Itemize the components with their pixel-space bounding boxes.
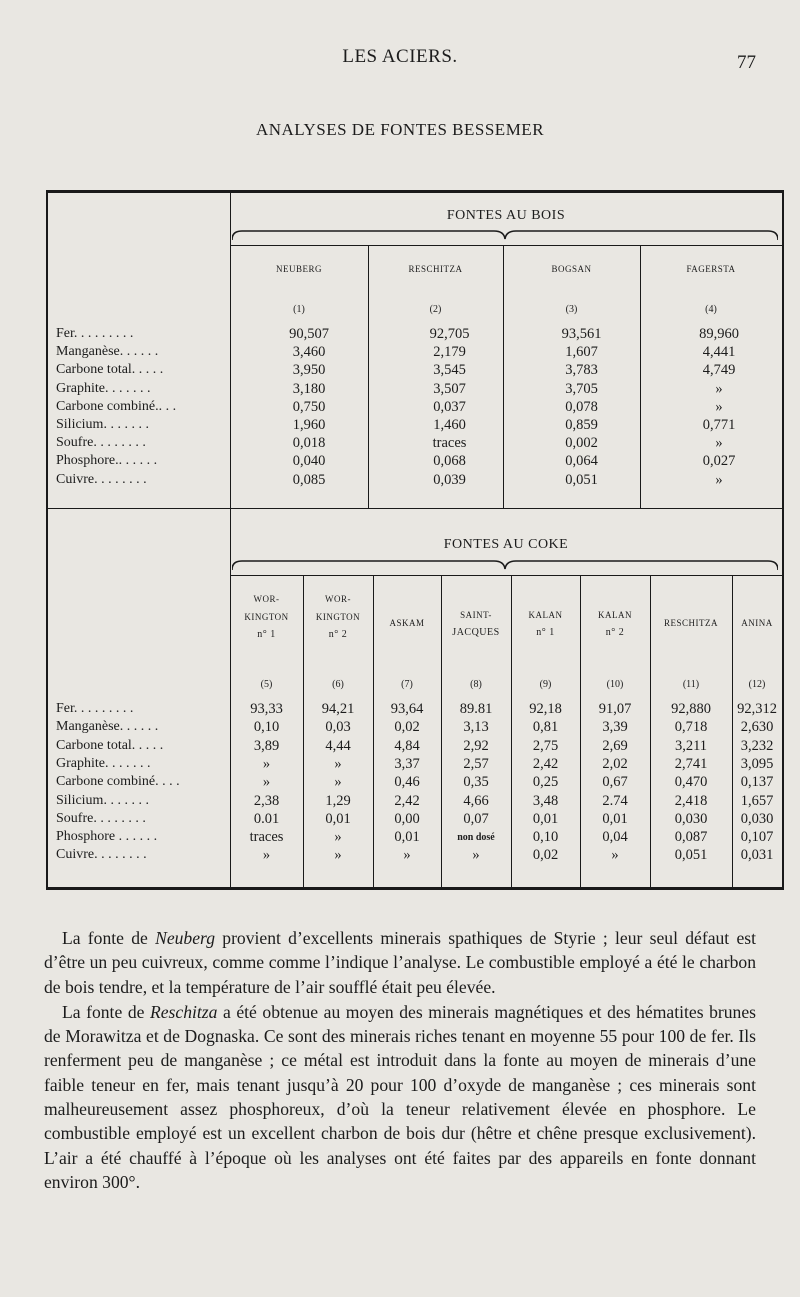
wood-value-cell: 0,039 <box>433 471 466 488</box>
wood-value-cell: 0,750 <box>292 398 326 415</box>
wood-row-label: Carbone combiné.. . . <box>56 398 177 414</box>
coke-value-cell: 0,10 <box>532 829 559 846</box>
coke-value-cell: 2,418 <box>674 792 708 809</box>
wood-value-cell: 0,859 <box>565 417 598 433</box>
wood-value-cell: 0,037 <box>433 398 466 415</box>
coke-value-cell: 2,42 <box>394 792 420 809</box>
coke-value-cell: 91,07 <box>598 701 632 717</box>
coke-value-cell: » <box>403 847 411 864</box>
coke-row-label: Silicium. . . . . . . <box>56 792 149 808</box>
wood-value-cell: 92,705 <box>429 326 470 342</box>
coke-col-number: (9) <box>539 679 552 690</box>
wood-value-cell: 0,064 <box>565 453 598 470</box>
coke-value-cell: 92,880 <box>671 701 711 717</box>
coke-col-number: (10) <box>606 679 624 690</box>
coke-value-cell: » <box>611 847 619 864</box>
wood-col-number: (3) <box>565 304 578 315</box>
wood-section-title: FONTES AU BOIS <box>446 208 566 223</box>
wood-value-cell: 3,507 <box>433 380 466 397</box>
wood-col-name: RESCHITZA <box>408 264 463 274</box>
coke-col-number: (5) <box>260 679 273 690</box>
wood-header-rule <box>230 245 782 246</box>
coke-value-cell: 0,051 <box>674 847 708 864</box>
coke-value-cell: 4,84 <box>394 737 420 754</box>
coke-value-cell: 3,211 <box>674 737 708 754</box>
coke-value-cell: 0,02 <box>532 847 559 864</box>
coke-value-cell: 93,33 <box>250 701 283 717</box>
coke-value-cell: 0,470 <box>674 774 708 791</box>
coke-value-cell: 3,232 <box>740 737 774 754</box>
wood-value-cell: » <box>715 398 723 415</box>
wood-value-cell: 0,085 <box>292 471 326 488</box>
coke-row-label: Phosphore . . . . . . <box>56 829 158 845</box>
coke-col-name-line1: KALAN <box>528 610 563 620</box>
coke-col-number: (7) <box>401 679 413 690</box>
wood-col-number: (1) <box>293 304 305 315</box>
coke-value-cell: 0,04 <box>602 829 628 846</box>
coke-value-cell: 4,44 <box>325 737 351 754</box>
neuberg-emphasis: Neuberg <box>155 928 216 948</box>
coke-value-cell: » <box>334 774 342 791</box>
wood-value-cell: 1,960 <box>292 417 326 433</box>
coke-value-cell: 3,37 <box>394 755 420 772</box>
page-number: 77 <box>737 52 756 73</box>
table-title: ANALYSES DE FONTES BESSEMER <box>255 120 545 139</box>
coke-value-cell: 92,18 <box>529 701 562 717</box>
coke-col-name-line1: SAINT- <box>460 610 492 620</box>
coke-value-cell: 89.81 <box>459 701 493 717</box>
coke-value-cell: » <box>262 847 271 864</box>
running-title: LES ACIERS. <box>342 46 458 67</box>
coke-value-cell: 0.01 <box>253 810 280 827</box>
coke-value-cell: 0,67 <box>602 774 628 791</box>
wood-row-label: Fer. . . . . . . . . <box>56 326 134 341</box>
coke-value-cell: 3,095 <box>740 755 774 772</box>
coke-value-cell: 0,030 <box>740 810 774 827</box>
coke-value-cell: 0,01 <box>325 810 351 827</box>
coke-col-divider <box>303 575 304 887</box>
wood-row-label: Manganèse. . . . . . <box>56 344 159 360</box>
coke-value-cell: 0,01 <box>532 810 559 827</box>
wood-value-cell: 4,749 <box>702 362 736 379</box>
wood-value-cell: 0,002 <box>565 435 598 452</box>
coke-value-cell: 0,031 <box>740 847 774 864</box>
paragraph-reschitza: La fonte de Reschitza a été obtenue au moyen des minerais magnétiques et des hématites brunes de Morawitza et de Dognaska. Ce sont des minerais riches tenant en moyenne 55 pour 100 de fer. Ils renferment peu de manganèse ; ce métal est introduit dans la fonte au moyen de minerais d’une faible teneur en fer, mais tenant jusqu’à 20 pour 100 d’oxyde de manganèse ; ces minerais sont malheureusement assez phosphoreux, d’où la teneur relativement élevée en phosphore. Le combustible employé est un excellent charbon de bois dur (hêtre et chêne presque exclusivement). L’air a été chauffé à l’époque où les analyses ont été faites par des appareils en fonte donnant environ 300°. <box>44 1001 756 1192</box>
coke-value-cell: 2,02 <box>602 755 628 772</box>
coke-value-cell: » <box>334 829 342 846</box>
wood-row-label: Phosphore.. . . . . . <box>56 453 158 469</box>
wood-col-divider <box>368 245 369 509</box>
coke-value-cell: 0,087 <box>674 829 708 846</box>
wood-value-cell: » <box>715 435 723 452</box>
coke-value-cell: » <box>262 774 271 791</box>
coke-value-cell: 2,57 <box>463 755 489 772</box>
coke-value-cell: » <box>334 847 342 864</box>
coke-col-name-line2: n° 1 <box>536 627 555 638</box>
wood-col-number: (4) <box>705 304 717 315</box>
coke-row-label: Carbone combiné. . . . <box>56 774 180 790</box>
wood-value-cell: 1,607 <box>565 344 598 361</box>
wood-row-label: Carbone total. . . . . <box>56 362 164 378</box>
coke-table <box>46 508 784 890</box>
wood-value-cell: 0,068 <box>433 453 466 470</box>
coke-value-cell: 2.74 <box>602 792 628 809</box>
wood-value-cell: 0,027 <box>702 453 736 470</box>
wood-value-cell: 90,507 <box>289 326 329 342</box>
coke-header-rule <box>230 575 782 576</box>
coke-col-divider <box>511 575 512 887</box>
coke-col-name: ANINA <box>741 618 773 628</box>
coke-col-number: (12) <box>748 679 766 690</box>
coke-value-cell: 3,89 <box>253 737 280 754</box>
coke-value-cell: 94,21 <box>321 701 355 717</box>
wood-col-name: FAGERSTA <box>686 264 736 274</box>
coke-value-cell: 2,42 <box>532 755 559 772</box>
coke-value-cell: 0,01 <box>602 810 628 827</box>
coke-row-label: Carbone total. . . . . <box>56 737 164 753</box>
coke-col-name-line2: KINGTON <box>244 612 289 622</box>
wood-value-cell: 89,960 <box>699 326 739 342</box>
coke-value-cell: 0,03 <box>325 719 351 736</box>
coke-value-cell: 0,81 <box>532 719 559 736</box>
coke-value-cell: 3,39 <box>602 719 628 736</box>
wood-value-cell: 3,705 <box>565 380 598 397</box>
wood-row-label: Soufre. . . . . . . . <box>56 435 146 451</box>
coke-value-cell: 0,46 <box>394 774 420 791</box>
page-header <box>0 44 800 74</box>
coke-value-cell: 2,92 <box>463 737 489 754</box>
wood-value-cell: 0,040 <box>292 453 326 470</box>
coke-value-cell: » <box>262 755 271 772</box>
body-text <box>44 926 756 1195</box>
wood-col-number: (2) <box>429 304 442 315</box>
coke-col-name-line3: n° 1 <box>257 629 276 640</box>
coke-value-cell: 0,01 <box>394 829 420 846</box>
coke-col-name-line1: WOR- <box>253 594 280 604</box>
coke-value-cell: 0,35 <box>463 774 489 791</box>
wood-table <box>46 190 784 509</box>
wood-value-cell: 1,460 <box>433 417 466 433</box>
wood-value-cell: 93,561 <box>561 326 602 342</box>
coke-value-cell: non dosé <box>457 832 495 844</box>
coke-value-cell: 3,48 <box>532 792 559 809</box>
coke-value-cell: » <box>334 755 342 772</box>
coke-row-label: Cuivre. . . . . . . . <box>56 847 147 863</box>
coke-value-cell: 0,030 <box>674 810 708 827</box>
wood-brace-icon <box>232 229 778 241</box>
wood-value-cell: 3,783 <box>565 362 598 379</box>
coke-col-divider <box>732 575 733 887</box>
wood-col-name: NEUBERG <box>276 264 322 274</box>
wood-value-cell: » <box>715 380 723 397</box>
coke-value-cell: 92,312 <box>737 701 777 717</box>
coke-value-cell: 0,137 <box>740 774 774 791</box>
coke-col-divider <box>650 575 651 887</box>
coke-value-cell: 0,02 <box>394 719 420 736</box>
coke-value-cell: 2,630 <box>740 719 774 736</box>
wood-row-label: Cuivre. . . . . . . . <box>56 471 147 487</box>
coke-value-cell: 4,66 <box>463 792 489 809</box>
wood-col-divider <box>503 245 504 509</box>
wood-value-cell: 3,950 <box>292 362 326 379</box>
coke-col-name-line3: n° 2 <box>328 629 348 640</box>
coke-col-name-line2: JACQUES <box>452 627 500 638</box>
coke-value-cell: 3,13 <box>463 719 489 736</box>
coke-value-cell: traces <box>249 829 284 846</box>
wood-col-name: BOGSAN <box>551 264 592 274</box>
wood-value-cell: traces <box>432 435 467 452</box>
wood-value-cell: 0,771 <box>702 417 736 433</box>
coke-value-cell: 0,25 <box>532 774 559 791</box>
coke-value-cell: 0,10 <box>253 719 280 736</box>
wood-row-label: Graphite. . . . . . . <box>56 380 151 396</box>
coke-value-cell: 93,64 <box>390 701 424 717</box>
coke-col-name-line2: KINGTON <box>315 612 361 622</box>
wood-value-cell: 3,545 <box>433 362 466 379</box>
wood-value-cell: 3,460 <box>292 344 326 361</box>
coke-row-label: Fer. . . . . . . . . <box>56 701 134 716</box>
coke-value-cell: 2,741 <box>674 755 708 772</box>
coke-value-cell: 2,38 <box>253 792 280 809</box>
wood-row-label: Silicium. . . . . . . <box>56 417 149 432</box>
wood-label-divider <box>230 193 231 509</box>
coke-value-cell: 0,718 <box>674 719 708 736</box>
wood-value-cell: 0,018 <box>292 435 326 452</box>
reschitza-emphasis: Reschitza <box>149 1001 218 1022</box>
wood-col-divider <box>640 245 641 509</box>
coke-row-label: Manganèse. . . . . . <box>56 719 159 735</box>
coke-col-number: (8) <box>470 679 482 690</box>
coke-col-name: RESCHITZA <box>664 618 718 628</box>
wood-value-cell: 2,179 <box>433 344 466 361</box>
coke-value-cell: 0,00 <box>394 810 420 827</box>
coke-brace-icon <box>232 559 778 571</box>
coke-value-cell: 0,107 <box>740 829 774 846</box>
paragraph-neuberg: La fonte de Neuberg provient d’excellents minerais spathiques de Styrie ; leur seul défaut est d’être un peu cuivreux, comme comme l’indique l’analyse. Le combustible employé a été le charbon de bois tendre, et la température de l’air soufflé était peu élevée. <box>44 928 756 997</box>
coke-value-cell: 2,69 <box>602 737 628 754</box>
coke-col-divider <box>580 575 581 887</box>
coke-value-cell: 0,07 <box>463 810 489 827</box>
wood-value-cell: 0,051 <box>565 471 598 488</box>
coke-value-cell: » <box>472 847 480 864</box>
coke-value-cell: 1,29 <box>325 792 351 809</box>
coke-col-divider <box>441 575 442 887</box>
coke-value-cell: 1,657 <box>740 792 774 809</box>
coke-col-name-line1: WOR- <box>325 594 351 604</box>
coke-col-name-line2: n° 2 <box>605 627 625 638</box>
coke-col-name: ASKAM <box>389 618 425 628</box>
wood-value-cell: » <box>715 471 723 488</box>
coke-row-label: Soufre. . . . . . . . <box>56 810 146 826</box>
wood-value-cell: 4,441 <box>702 344 736 361</box>
coke-value-cell: 2,75 <box>532 737 559 754</box>
coke-col-number: (11) <box>682 679 700 690</box>
coke-row-label: Graphite. . . . . . . <box>56 755 151 771</box>
coke-col-divider <box>373 575 374 887</box>
wood-value-cell: 0,078 <box>565 398 598 415</box>
coke-section-title: FONTES AU COKE <box>443 537 569 552</box>
wood-value-cell: 3,180 <box>292 380 326 397</box>
coke-col-name-line1: KALAN <box>598 610 632 620</box>
coke-col-number: (6) <box>332 679 344 690</box>
